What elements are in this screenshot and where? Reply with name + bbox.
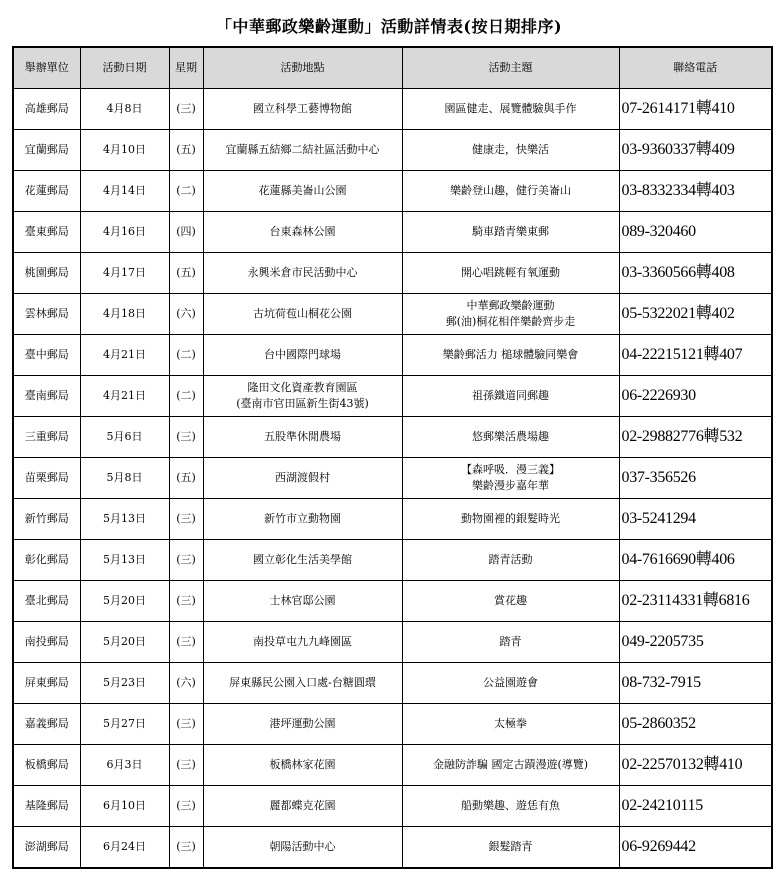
- phone-cell: 037-356526: [619, 458, 772, 499]
- table-header-row: [13, 47, 772, 89]
- activity-table: [12, 46, 773, 869]
- phone-cell: 03-5241294: [619, 499, 772, 540]
- place-cell: [203, 786, 402, 827]
- unit-cell: 嘉義郵局: [13, 704, 80, 745]
- table-row: [13, 540, 772, 581]
- phone-cell: 03-8332334轉403: [619, 171, 772, 212]
- table-row: [13, 663, 772, 704]
- theme-cell-line: 賞花趣: [494, 594, 527, 607]
- table-row: [13, 786, 772, 827]
- header-theme: 活動主題: [402, 47, 619, 89]
- place-cell: [203, 663, 402, 704]
- place-cell: [203, 294, 402, 335]
- theme-cell: [402, 458, 619, 499]
- phone-cell: 02-29882776轉532: [619, 417, 772, 458]
- theme-cell: [402, 130, 619, 171]
- date-cell: 6月24日: [80, 827, 169, 869]
- table-row: [13, 376, 772, 417]
- phone-cell: 03-9360337轉409: [619, 130, 772, 171]
- place-cell-line: 朝陽活動中心: [269, 840, 336, 853]
- place-cell-line: 麗都蝶克花園: [269, 799, 336, 812]
- theme-cell-line: 金融防詐騙 國定古蹟漫遊(導覽): [432, 758, 589, 771]
- place-cell-line: 南投草屯九九峰園區: [253, 635, 352, 648]
- place-cell: [203, 581, 402, 622]
- place-cell-line: (臺南市官田區新生街43號): [236, 397, 369, 410]
- weekday-cell: (五): [169, 458, 203, 499]
- unit-cell: 高雄郵局: [13, 89, 80, 130]
- place-cell-line: 國立彰化生活美學館: [253, 553, 352, 566]
- place-cell-line: 永興米倉市民活動中心: [247, 266, 358, 279]
- table-row: [13, 704, 772, 745]
- theme-cell: [402, 827, 619, 869]
- unit-cell: 新竹郵局: [13, 499, 80, 540]
- theme-cell: [402, 171, 619, 212]
- theme-cell: [402, 786, 619, 827]
- place-cell-line: 宜蘭縣五結鄉二結社區活動中心: [225, 143, 380, 156]
- theme-cell-line: 樂齡郵活力 槌球體驗同樂會: [442, 348, 579, 361]
- place-cell-line: 新竹市立動物園: [264, 512, 341, 525]
- place-cell: [203, 827, 402, 869]
- theme-cell: [402, 376, 619, 417]
- theme-cell: [402, 663, 619, 704]
- place-cell-line: 港坪運動公園: [269, 717, 336, 730]
- unit-cell: 三重郵局: [13, 417, 80, 458]
- theme-cell: [402, 212, 619, 253]
- date-cell: 5月6日: [80, 417, 169, 458]
- phone-cell: 089-320460: [619, 212, 772, 253]
- place-cell: [203, 130, 402, 171]
- place-cell: [203, 499, 402, 540]
- theme-cell-line: 開心唱跳輕有氧運動: [461, 266, 560, 279]
- theme-cell-line: 踏青活動: [488, 553, 533, 566]
- unit-cell: 板橋郵局: [13, 745, 80, 786]
- phone-cell: 05-2860352: [619, 704, 772, 745]
- weekday-cell: (三): [169, 540, 203, 581]
- unit-cell: 臺中郵局: [13, 335, 80, 376]
- weekday-cell: (四): [169, 212, 203, 253]
- theme-cell: [402, 335, 619, 376]
- unit-cell: 基隆郵局: [13, 786, 80, 827]
- unit-cell: 澎湖郵局: [13, 827, 80, 869]
- phone-cell: 049-2205735: [619, 622, 772, 663]
- place-cell: [203, 253, 402, 294]
- date-cell: 4月10日: [80, 130, 169, 171]
- phone-cell: 06-2226930: [619, 376, 772, 417]
- weekday-cell: (三): [169, 786, 203, 827]
- place-cell-line: 五股準休閒農場: [264, 430, 341, 443]
- unit-cell: 屏東郵局: [13, 663, 80, 704]
- place-cell: [203, 417, 402, 458]
- theme-cell-line: 樂齡漫步嘉年華: [472, 479, 549, 492]
- date-cell: 4月21日: [80, 376, 169, 417]
- phone-cell: 02-22570132轉410: [619, 745, 772, 786]
- theme-cell-line: 悠郵樂活農場趣: [472, 430, 549, 443]
- theme-cell: [402, 89, 619, 130]
- place-cell: [203, 704, 402, 745]
- theme-cell-line: 樂齡登山趣，健行美崙山: [450, 184, 571, 197]
- page-title: 「中華郵政樂齡運動」活動詳情表(按日期排序): [215, 17, 563, 36]
- phone-cell: 05-5322021轉402: [619, 294, 772, 335]
- table-row: [13, 458, 772, 499]
- table-row: [13, 171, 772, 212]
- theme-cell: [402, 704, 619, 745]
- place-cell: [203, 745, 402, 786]
- theme-cell-line: 中華郵政樂齡運動: [466, 299, 555, 312]
- weekday-cell: (六): [169, 663, 203, 704]
- place-cell-line: 花蓮縣美崙山公園: [258, 184, 347, 197]
- phone-cell: 06-9269442: [619, 827, 772, 869]
- place-cell: [203, 376, 402, 417]
- weekday-cell: (三): [169, 499, 203, 540]
- theme-cell-line: 船動樂趣、遊恁有魚: [461, 799, 560, 812]
- place-cell: [203, 622, 402, 663]
- table-row: [13, 89, 772, 130]
- date-cell: 5月27日: [80, 704, 169, 745]
- table-row: [13, 622, 772, 663]
- place-cell-line: 屏東縣民公園入口處-台糖圓環: [229, 676, 376, 689]
- table-row: [13, 827, 772, 869]
- theme-cell-line: 騎車踏青樂東郵: [472, 225, 549, 238]
- date-cell: 6月3日: [80, 745, 169, 786]
- theme-cell: [402, 540, 619, 581]
- date-cell: 5月20日: [80, 581, 169, 622]
- place-cell: [203, 89, 402, 130]
- unit-cell: 花蓮郵局: [13, 171, 80, 212]
- theme-cell: [402, 253, 619, 294]
- place-cell: [203, 540, 402, 581]
- place-cell-line: 古坑荷苞山桐花公園: [253, 307, 352, 320]
- weekday-cell: (三): [169, 745, 203, 786]
- theme-cell-line: 園區健走、展覽體驗與手作: [444, 102, 577, 115]
- theme-cell: [402, 499, 619, 540]
- date-cell: 4月21日: [80, 335, 169, 376]
- date-cell: 5月13日: [80, 540, 169, 581]
- table-row: [13, 499, 772, 540]
- weekday-cell: (三): [169, 704, 203, 745]
- phone-cell: 04-22215121轉407: [619, 335, 772, 376]
- unit-cell: 桃園郵局: [13, 253, 80, 294]
- date-cell: 5月23日: [80, 663, 169, 704]
- table-row: [13, 253, 772, 294]
- theme-cell-line: 公益園遊會: [483, 676, 538, 689]
- date-cell: 4月17日: [80, 253, 169, 294]
- unit-cell: 宜蘭郵局: [13, 130, 80, 171]
- place-cell: [203, 171, 402, 212]
- theme-cell-line: 銀髮踏青: [488, 840, 533, 853]
- table-row: [13, 130, 772, 171]
- weekday-cell: (二): [169, 171, 203, 212]
- table-row: [13, 335, 772, 376]
- place-cell-line: 台東森林公園: [269, 225, 336, 238]
- date-cell: 4月16日: [80, 212, 169, 253]
- table-row: [13, 294, 772, 335]
- header-phone: 聯絡電話: [619, 47, 772, 89]
- date-cell: 6月10日: [80, 786, 169, 827]
- weekday-cell: (六): [169, 294, 203, 335]
- theme-cell-line: 祖孫鐵道同郵趣: [472, 389, 549, 402]
- date-cell: 5月20日: [80, 622, 169, 663]
- theme-cell: [402, 622, 619, 663]
- phone-cell: 02-24210115: [619, 786, 772, 827]
- place-cell: [203, 212, 402, 253]
- theme-cell: [402, 417, 619, 458]
- theme-cell-line: 【森呼吸．漫三義】: [461, 463, 560, 476]
- table-row: [13, 745, 772, 786]
- table-row: [13, 417, 772, 458]
- theme-cell-line: 動物園裡的銀髮時光: [461, 512, 560, 525]
- theme-cell: [402, 745, 619, 786]
- weekday-cell: (五): [169, 130, 203, 171]
- unit-cell: 臺北郵局: [13, 581, 80, 622]
- unit-cell: 彰化郵局: [13, 540, 80, 581]
- theme-cell-line: 太極拳: [494, 717, 527, 730]
- date-cell: 4月18日: [80, 294, 169, 335]
- weekday-cell: (三): [169, 581, 203, 622]
- place-cell-line: 台中國際門球場: [264, 348, 341, 361]
- place-cell: [203, 458, 402, 499]
- header-place: 活動地點: [203, 47, 402, 89]
- theme-cell-line: 健康走，快樂活: [472, 143, 549, 156]
- unit-cell: 臺南郵局: [13, 376, 80, 417]
- phone-cell: 04-7616690轉406: [619, 540, 772, 581]
- place-cell-line: 國立科學工藝博物館: [253, 102, 352, 115]
- table-row: [13, 581, 772, 622]
- place-cell-line: 西湖渡假村: [275, 471, 330, 484]
- date-cell: 5月13日: [80, 499, 169, 540]
- unit-cell: 苗栗郵局: [13, 458, 80, 499]
- table-row: [13, 212, 772, 253]
- place-cell-line: 板橋林家花園: [269, 758, 336, 771]
- unit-cell: 南投郵局: [13, 622, 80, 663]
- unit-cell: 臺東郵局: [13, 212, 80, 253]
- header-date: 活動日期: [80, 47, 169, 89]
- place-cell: [203, 335, 402, 376]
- phone-cell: 07-2614171轉410: [619, 89, 772, 130]
- place-cell-line: 隆田文化資產教育園區: [247, 381, 358, 394]
- weekday-cell: (三): [169, 417, 203, 458]
- theme-cell: [402, 581, 619, 622]
- header-unit: 舉辦單位: [13, 47, 80, 89]
- weekday-cell: (二): [169, 335, 203, 376]
- theme-cell: [402, 294, 619, 335]
- header-weekday: 星期: [169, 47, 203, 89]
- weekday-cell: (三): [169, 89, 203, 130]
- weekday-cell: (二): [169, 376, 203, 417]
- weekday-cell: (三): [169, 827, 203, 869]
- date-cell: 4月8日: [80, 89, 169, 130]
- weekday-cell: (三): [169, 622, 203, 663]
- theme-cell-line: 踏青: [499, 635, 522, 648]
- date-cell: 5月8日: [80, 458, 169, 499]
- theme-cell-line: 郵(油)桐花相伴樂齡齊步走: [445, 315, 576, 328]
- unit-cell: 雲林郵局: [13, 294, 80, 335]
- place-cell-line: 士林官邸公園: [269, 594, 336, 607]
- phone-cell: 03-3360566轉408: [619, 253, 772, 294]
- phone-cell: 02-23114331轉6816: [619, 581, 772, 622]
- weekday-cell: (五): [169, 253, 203, 294]
- phone-cell: 08-732-7915: [619, 663, 772, 704]
- date-cell: 4月14日: [80, 171, 169, 212]
